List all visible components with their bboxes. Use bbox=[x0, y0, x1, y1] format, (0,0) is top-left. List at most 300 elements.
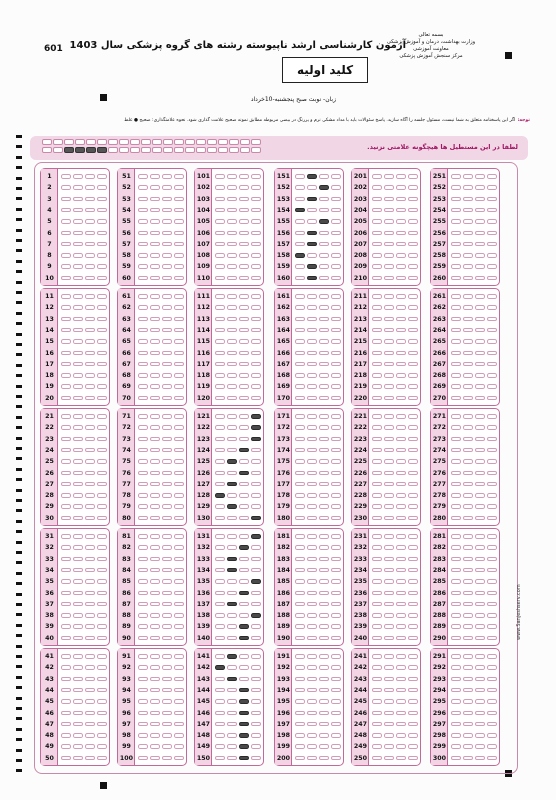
option-3-bubble[interactable] bbox=[73, 613, 83, 618]
option-4-bubble[interactable] bbox=[61, 242, 71, 247]
option-4-bubble[interactable] bbox=[295, 677, 305, 682]
option-4-bubble[interactable] bbox=[372, 305, 382, 310]
option-3-bubble[interactable] bbox=[150, 557, 160, 562]
option-2-bubble[interactable] bbox=[85, 174, 95, 179]
option-3-bubble[interactable] bbox=[384, 414, 394, 419]
option-1-bubble[interactable] bbox=[97, 516, 107, 521]
option-2-bubble[interactable] bbox=[319, 516, 329, 521]
option-3-bubble[interactable] bbox=[384, 534, 394, 539]
option-2-bubble[interactable] bbox=[162, 568, 172, 573]
option-2-bubble[interactable] bbox=[85, 654, 95, 659]
option-4-bubble[interactable] bbox=[451, 568, 461, 573]
option-4-bubble[interactable] bbox=[372, 568, 382, 573]
option-3-bubble[interactable] bbox=[73, 339, 83, 344]
option-4-bubble[interactable] bbox=[215, 437, 225, 442]
option-3-bubble[interactable] bbox=[463, 579, 473, 584]
option-1-bubble[interactable] bbox=[487, 197, 497, 202]
option-4-bubble[interactable] bbox=[451, 636, 461, 641]
option-1-bubble[interactable] bbox=[174, 197, 184, 202]
option-3-bubble[interactable] bbox=[73, 711, 83, 716]
option-1-bubble[interactable] bbox=[174, 756, 184, 761]
option-4-bubble[interactable] bbox=[451, 654, 461, 659]
option-2-bubble[interactable] bbox=[239, 208, 249, 213]
option-4-bubble[interactable] bbox=[295, 264, 305, 269]
option-4-bubble[interactable] bbox=[215, 665, 225, 670]
option-3-bubble[interactable] bbox=[150, 613, 160, 618]
option-1-bubble[interactable] bbox=[251, 219, 261, 224]
option-3-bubble[interactable] bbox=[307, 602, 317, 607]
option-4-bubble[interactable] bbox=[61, 568, 71, 573]
option-2-bubble[interactable] bbox=[319, 534, 329, 539]
option-3-bubble[interactable] bbox=[73, 448, 83, 453]
option-2-bubble[interactable] bbox=[475, 534, 485, 539]
option-3-bubble[interactable] bbox=[307, 219, 317, 224]
option-4-bubble[interactable] bbox=[295, 471, 305, 476]
option-4-bubble[interactable] bbox=[451, 733, 461, 738]
option-4-bubble[interactable] bbox=[372, 654, 382, 659]
option-3-bubble[interactable] bbox=[150, 568, 160, 573]
option-3-bubble[interactable] bbox=[150, 264, 160, 269]
option-3-bubble[interactable] bbox=[150, 351, 160, 356]
option-1-bubble[interactable] bbox=[408, 276, 418, 281]
option-3-bubble[interactable] bbox=[307, 253, 317, 258]
option-1-bubble[interactable] bbox=[408, 471, 418, 476]
option-1-bubble[interactable] bbox=[174, 174, 184, 179]
option-2-bubble[interactable] bbox=[162, 722, 172, 727]
option-3-bubble[interactable] bbox=[384, 699, 394, 704]
option-2-bubble[interactable] bbox=[85, 197, 95, 202]
option-1-bubble[interactable] bbox=[487, 482, 497, 487]
option-2-bubble[interactable] bbox=[396, 613, 406, 618]
option-1-bubble[interactable] bbox=[251, 545, 261, 550]
option-3-bubble[interactable] bbox=[307, 294, 317, 299]
option-1-bubble[interactable] bbox=[174, 722, 184, 727]
option-1-bubble[interactable] bbox=[251, 557, 261, 562]
option-4-bubble[interactable] bbox=[215, 219, 225, 224]
option-3-bubble[interactable] bbox=[384, 482, 394, 487]
option-4-bubble[interactable] bbox=[138, 557, 148, 562]
option-1-bubble[interactable] bbox=[251, 579, 261, 584]
option-1-bubble[interactable] bbox=[331, 516, 341, 521]
option-1-bubble[interactable] bbox=[251, 396, 261, 401]
option-2-bubble[interactable] bbox=[85, 722, 95, 727]
option-3-bubble[interactable] bbox=[150, 493, 160, 498]
option-3-bubble[interactable] bbox=[307, 396, 317, 401]
option-3-bubble[interactable] bbox=[227, 711, 237, 716]
option-2-bubble[interactable] bbox=[396, 339, 406, 344]
option-1-bubble[interactable] bbox=[97, 534, 107, 539]
option-2-bubble[interactable] bbox=[85, 471, 95, 476]
option-3-bubble[interactable] bbox=[227, 317, 237, 322]
option-2-bubble[interactable] bbox=[319, 317, 329, 322]
option-3-bubble[interactable] bbox=[307, 351, 317, 356]
option-2-bubble[interactable] bbox=[239, 482, 249, 487]
option-3-bubble[interactable] bbox=[73, 242, 83, 247]
option-3-bubble[interactable] bbox=[384, 317, 394, 322]
option-3-bubble[interactable] bbox=[384, 294, 394, 299]
option-3-bubble[interactable] bbox=[150, 373, 160, 378]
option-4-bubble[interactable] bbox=[215, 471, 225, 476]
option-1-bubble[interactable] bbox=[174, 362, 184, 367]
option-1-bubble[interactable] bbox=[174, 733, 184, 738]
option-4-bubble[interactable] bbox=[372, 459, 382, 464]
option-1-bubble[interactable] bbox=[487, 568, 497, 573]
option-3-bubble[interactable] bbox=[73, 504, 83, 509]
option-3-bubble[interactable] bbox=[150, 448, 160, 453]
option-2-bubble[interactable] bbox=[85, 636, 95, 641]
option-1-bubble[interactable] bbox=[97, 504, 107, 509]
option-4-bubble[interactable] bbox=[215, 317, 225, 322]
option-2-bubble[interactable] bbox=[319, 636, 329, 641]
option-4-bubble[interactable] bbox=[451, 459, 461, 464]
option-1-bubble[interactable] bbox=[408, 328, 418, 333]
option-4-bubble[interactable] bbox=[295, 305, 305, 310]
option-3-bubble[interactable] bbox=[307, 482, 317, 487]
option-1-bubble[interactable] bbox=[251, 744, 261, 749]
option-1-bubble[interactable] bbox=[487, 557, 497, 562]
option-3-bubble[interactable] bbox=[73, 534, 83, 539]
option-2-bubble[interactable] bbox=[319, 305, 329, 310]
option-4-bubble[interactable] bbox=[372, 328, 382, 333]
option-1-bubble[interactable] bbox=[331, 591, 341, 596]
option-2-bubble[interactable] bbox=[162, 339, 172, 344]
option-1-bubble[interactable] bbox=[408, 208, 418, 213]
option-2-bubble[interactable] bbox=[85, 396, 95, 401]
option-2-bubble[interactable] bbox=[475, 711, 485, 716]
option-3-bubble[interactable] bbox=[73, 437, 83, 442]
option-4-bubble[interactable] bbox=[295, 654, 305, 659]
option-3-bubble[interactable] bbox=[384, 305, 394, 310]
option-3-bubble[interactable] bbox=[150, 362, 160, 367]
option-3-bubble[interactable] bbox=[150, 174, 160, 179]
option-1-bubble[interactable] bbox=[331, 711, 341, 716]
option-4-bubble[interactable] bbox=[451, 242, 461, 247]
option-2-bubble[interactable] bbox=[396, 756, 406, 761]
option-2-bubble[interactable] bbox=[475, 733, 485, 738]
option-1-bubble[interactable] bbox=[331, 362, 341, 367]
option-3-bubble[interactable] bbox=[73, 636, 83, 641]
option-3-bubble[interactable] bbox=[73, 219, 83, 224]
option-1-bubble[interactable] bbox=[487, 493, 497, 498]
option-3-bubble[interactable] bbox=[384, 362, 394, 367]
option-2-bubble[interactable] bbox=[319, 339, 329, 344]
option-2-bubble[interactable] bbox=[162, 276, 172, 281]
option-4-bubble[interactable] bbox=[372, 197, 382, 202]
option-1-bubble[interactable] bbox=[487, 174, 497, 179]
option-4-bubble[interactable] bbox=[295, 711, 305, 716]
option-3-bubble[interactable] bbox=[307, 677, 317, 682]
option-2-bubble[interactable] bbox=[475, 305, 485, 310]
option-1-bubble[interactable] bbox=[97, 253, 107, 258]
option-1-bubble[interactable] bbox=[408, 351, 418, 356]
option-2-bubble[interactable] bbox=[85, 482, 95, 487]
option-3-bubble[interactable] bbox=[384, 516, 394, 521]
option-4-bubble[interactable] bbox=[372, 613, 382, 618]
option-3-bubble[interactable] bbox=[384, 756, 394, 761]
option-3-bubble[interactable] bbox=[384, 636, 394, 641]
option-1-bubble[interactable] bbox=[174, 219, 184, 224]
option-4-bubble[interactable] bbox=[295, 699, 305, 704]
option-1-bubble[interactable] bbox=[174, 665, 184, 670]
option-3-bubble[interactable] bbox=[73, 493, 83, 498]
option-2-bubble[interactable] bbox=[239, 362, 249, 367]
option-1-bubble[interactable] bbox=[97, 711, 107, 716]
option-2-bubble[interactable] bbox=[85, 459, 95, 464]
option-1-bubble[interactable] bbox=[251, 373, 261, 378]
option-2-bubble[interactable] bbox=[319, 699, 329, 704]
option-4-bubble[interactable] bbox=[215, 711, 225, 716]
option-4-bubble[interactable] bbox=[138, 602, 148, 607]
option-2-bubble[interactable] bbox=[85, 733, 95, 738]
option-3-bubble[interactable] bbox=[227, 504, 237, 509]
option-1-bubble[interactable] bbox=[487, 384, 497, 389]
option-4-bubble[interactable] bbox=[61, 185, 71, 190]
option-3-bubble[interactable] bbox=[227, 624, 237, 629]
option-3-bubble[interactable] bbox=[227, 276, 237, 281]
option-2-bubble[interactable] bbox=[85, 711, 95, 716]
option-3-bubble[interactable] bbox=[73, 688, 83, 693]
option-2-bubble[interactable] bbox=[396, 744, 406, 749]
option-2-bubble[interactable] bbox=[396, 711, 406, 716]
option-4-bubble[interactable] bbox=[451, 414, 461, 419]
option-1-bubble[interactable] bbox=[251, 294, 261, 299]
option-1-bubble[interactable] bbox=[174, 624, 184, 629]
option-1-bubble[interactable] bbox=[487, 545, 497, 550]
option-2-bubble[interactable] bbox=[239, 425, 249, 430]
option-1-bubble[interactable] bbox=[331, 276, 341, 281]
option-2-bubble[interactable] bbox=[239, 328, 249, 333]
option-1-bubble[interactable] bbox=[408, 636, 418, 641]
option-1-bubble[interactable] bbox=[331, 665, 341, 670]
option-2-bubble[interactable] bbox=[396, 317, 406, 322]
option-4-bubble[interactable] bbox=[295, 756, 305, 761]
option-4-bubble[interactable] bbox=[372, 362, 382, 367]
option-2-bubble[interactable] bbox=[319, 756, 329, 761]
option-1-bubble[interactable] bbox=[174, 504, 184, 509]
option-1-bubble[interactable] bbox=[251, 711, 261, 716]
option-3-bubble[interactable] bbox=[73, 482, 83, 487]
option-3-bubble[interactable] bbox=[227, 602, 237, 607]
option-2-bubble[interactable] bbox=[475, 208, 485, 213]
option-2-bubble[interactable] bbox=[239, 459, 249, 464]
option-2-bubble[interactable] bbox=[85, 414, 95, 419]
option-3-bubble[interactable] bbox=[150, 482, 160, 487]
option-2-bubble[interactable] bbox=[319, 482, 329, 487]
option-1-bubble[interactable] bbox=[487, 471, 497, 476]
option-4-bubble[interactable] bbox=[138, 579, 148, 584]
option-3-bubble[interactable] bbox=[463, 534, 473, 539]
option-1-bubble[interactable] bbox=[408, 733, 418, 738]
option-4-bubble[interactable] bbox=[138, 722, 148, 727]
option-2-bubble[interactable] bbox=[85, 305, 95, 310]
option-4-bubble[interactable] bbox=[372, 602, 382, 607]
option-2-bubble[interactable] bbox=[396, 504, 406, 509]
option-2-bubble[interactable] bbox=[239, 231, 249, 236]
option-1-bubble[interactable] bbox=[487, 351, 497, 356]
option-2-bubble[interactable] bbox=[396, 425, 406, 430]
option-4-bubble[interactable] bbox=[215, 654, 225, 659]
option-2-bubble[interactable] bbox=[85, 448, 95, 453]
option-2-bubble[interactable] bbox=[475, 665, 485, 670]
option-3-bubble[interactable] bbox=[227, 545, 237, 550]
option-3-bubble[interactable] bbox=[384, 493, 394, 498]
option-1-bubble[interactable] bbox=[331, 373, 341, 378]
option-1-bubble[interactable] bbox=[97, 613, 107, 618]
option-4-bubble[interactable] bbox=[451, 516, 461, 521]
option-4-bubble[interactable] bbox=[215, 384, 225, 389]
option-3-bubble[interactable] bbox=[307, 305, 317, 310]
option-3-bubble[interactable] bbox=[307, 636, 317, 641]
option-1-bubble[interactable] bbox=[487, 185, 497, 190]
option-2-bubble[interactable] bbox=[85, 328, 95, 333]
option-4-bubble[interactable] bbox=[295, 504, 305, 509]
option-1-bubble[interactable] bbox=[251, 471, 261, 476]
option-3-bubble[interactable] bbox=[150, 396, 160, 401]
option-1-bubble[interactable] bbox=[251, 591, 261, 596]
option-4-bubble[interactable] bbox=[61, 545, 71, 550]
option-3-bubble[interactable] bbox=[307, 328, 317, 333]
option-4-bubble[interactable] bbox=[215, 264, 225, 269]
option-4-bubble[interactable] bbox=[372, 253, 382, 258]
option-1-bubble[interactable] bbox=[97, 351, 107, 356]
option-4-bubble[interactable] bbox=[215, 557, 225, 562]
option-1-bubble[interactable] bbox=[331, 613, 341, 618]
option-1-bubble[interactable] bbox=[408, 711, 418, 716]
option-1-bubble[interactable] bbox=[408, 756, 418, 761]
option-2-bubble[interactable] bbox=[85, 219, 95, 224]
option-4-bubble[interactable] bbox=[138, 276, 148, 281]
option-1-bubble[interactable] bbox=[408, 253, 418, 258]
option-1-bubble[interactable] bbox=[487, 396, 497, 401]
option-4-bubble[interactable] bbox=[61, 756, 71, 761]
option-4-bubble[interactable] bbox=[138, 482, 148, 487]
option-1-bubble[interactable] bbox=[97, 362, 107, 367]
option-4-bubble[interactable] bbox=[61, 493, 71, 498]
option-4-bubble[interactable] bbox=[61, 208, 71, 213]
option-1-bubble[interactable] bbox=[487, 722, 497, 727]
option-4-bubble[interactable] bbox=[138, 425, 148, 430]
option-1-bubble[interactable] bbox=[97, 197, 107, 202]
option-4-bubble[interactable] bbox=[215, 482, 225, 487]
option-4-bubble[interactable] bbox=[451, 276, 461, 281]
option-4-bubble[interactable] bbox=[138, 414, 148, 419]
option-3-bubble[interactable] bbox=[227, 613, 237, 618]
option-3-bubble[interactable] bbox=[384, 504, 394, 509]
option-3-bubble[interactable] bbox=[150, 665, 160, 670]
option-1-bubble[interactable] bbox=[251, 384, 261, 389]
option-4-bubble[interactable] bbox=[215, 253, 225, 258]
option-1-bubble[interactable] bbox=[408, 591, 418, 596]
option-4-bubble[interactable] bbox=[372, 384, 382, 389]
option-3-bubble[interactable] bbox=[307, 425, 317, 430]
option-2-bubble[interactable] bbox=[396, 733, 406, 738]
option-1-bubble[interactable] bbox=[97, 471, 107, 476]
option-1-bubble[interactable] bbox=[408, 688, 418, 693]
option-2-bubble[interactable] bbox=[475, 351, 485, 356]
option-3-bubble[interactable] bbox=[307, 264, 317, 269]
option-4-bubble[interactable] bbox=[138, 568, 148, 573]
option-2-bubble[interactable] bbox=[162, 253, 172, 258]
option-1-bubble[interactable] bbox=[251, 756, 261, 761]
option-2-bubble[interactable] bbox=[162, 733, 172, 738]
option-1-bubble[interactable] bbox=[251, 722, 261, 727]
option-3-bubble[interactable] bbox=[384, 722, 394, 727]
option-2-bubble[interactable] bbox=[85, 534, 95, 539]
option-2-bubble[interactable] bbox=[396, 448, 406, 453]
option-2-bubble[interactable] bbox=[239, 665, 249, 670]
option-4-bubble[interactable] bbox=[295, 328, 305, 333]
option-4-bubble[interactable] bbox=[138, 471, 148, 476]
option-1-bubble[interactable] bbox=[251, 493, 261, 498]
option-1-bubble[interactable] bbox=[251, 733, 261, 738]
option-2-bubble[interactable] bbox=[396, 534, 406, 539]
option-2-bubble[interactable] bbox=[396, 174, 406, 179]
option-3-bubble[interactable] bbox=[384, 351, 394, 356]
option-1-bubble[interactable] bbox=[174, 613, 184, 618]
option-3-bubble[interactable] bbox=[150, 425, 160, 430]
option-1-bubble[interactable] bbox=[408, 185, 418, 190]
option-1-bubble[interactable] bbox=[97, 242, 107, 247]
option-2-bubble[interactable] bbox=[475, 253, 485, 258]
option-2-bubble[interactable] bbox=[319, 568, 329, 573]
option-2-bubble[interactable] bbox=[475, 328, 485, 333]
option-3-bubble[interactable] bbox=[307, 568, 317, 573]
option-4-bubble[interactable] bbox=[372, 624, 382, 629]
option-3-bubble[interactable] bbox=[227, 579, 237, 584]
option-1-bubble[interactable] bbox=[97, 545, 107, 550]
option-3-bubble[interactable] bbox=[150, 699, 160, 704]
option-4-bubble[interactable] bbox=[295, 534, 305, 539]
option-4-bubble[interactable] bbox=[61, 688, 71, 693]
option-4-bubble[interactable] bbox=[295, 602, 305, 607]
option-1-bubble[interactable] bbox=[174, 677, 184, 682]
option-1-bubble[interactable] bbox=[408, 448, 418, 453]
option-3-bubble[interactable] bbox=[73, 185, 83, 190]
option-3-bubble[interactable] bbox=[463, 471, 473, 476]
option-2-bubble[interactable] bbox=[239, 711, 249, 716]
option-1-bubble[interactable] bbox=[408, 722, 418, 727]
option-1-bubble[interactable] bbox=[251, 437, 261, 442]
option-3-bubble[interactable] bbox=[307, 362, 317, 367]
option-3-bubble[interactable] bbox=[307, 414, 317, 419]
option-2-bubble[interactable] bbox=[239, 317, 249, 322]
option-2-bubble[interactable] bbox=[239, 733, 249, 738]
option-2-bubble[interactable] bbox=[475, 756, 485, 761]
option-3-bubble[interactable] bbox=[384, 448, 394, 453]
option-3-bubble[interactable] bbox=[73, 305, 83, 310]
option-2-bubble[interactable] bbox=[239, 545, 249, 550]
option-2-bubble[interactable] bbox=[319, 414, 329, 419]
option-2-bubble[interactable] bbox=[162, 654, 172, 659]
option-4-bubble[interactable] bbox=[61, 636, 71, 641]
option-4-bubble[interactable] bbox=[138, 534, 148, 539]
option-4-bubble[interactable] bbox=[138, 516, 148, 521]
option-2-bubble[interactable] bbox=[239, 339, 249, 344]
option-3-bubble[interactable] bbox=[73, 744, 83, 749]
option-2-bubble[interactable] bbox=[475, 396, 485, 401]
option-3-bubble[interactable] bbox=[463, 414, 473, 419]
option-2-bubble[interactable] bbox=[239, 677, 249, 682]
option-3-bubble[interactable] bbox=[463, 665, 473, 670]
option-3-bubble[interactable] bbox=[463, 197, 473, 202]
option-1-bubble[interactable] bbox=[331, 197, 341, 202]
option-4-bubble[interactable] bbox=[451, 185, 461, 190]
option-1-bubble[interactable] bbox=[251, 208, 261, 213]
option-1-bubble[interactable] bbox=[408, 624, 418, 629]
option-3-bubble[interactable] bbox=[227, 373, 237, 378]
option-4-bubble[interactable] bbox=[451, 756, 461, 761]
option-4-bubble[interactable] bbox=[372, 174, 382, 179]
